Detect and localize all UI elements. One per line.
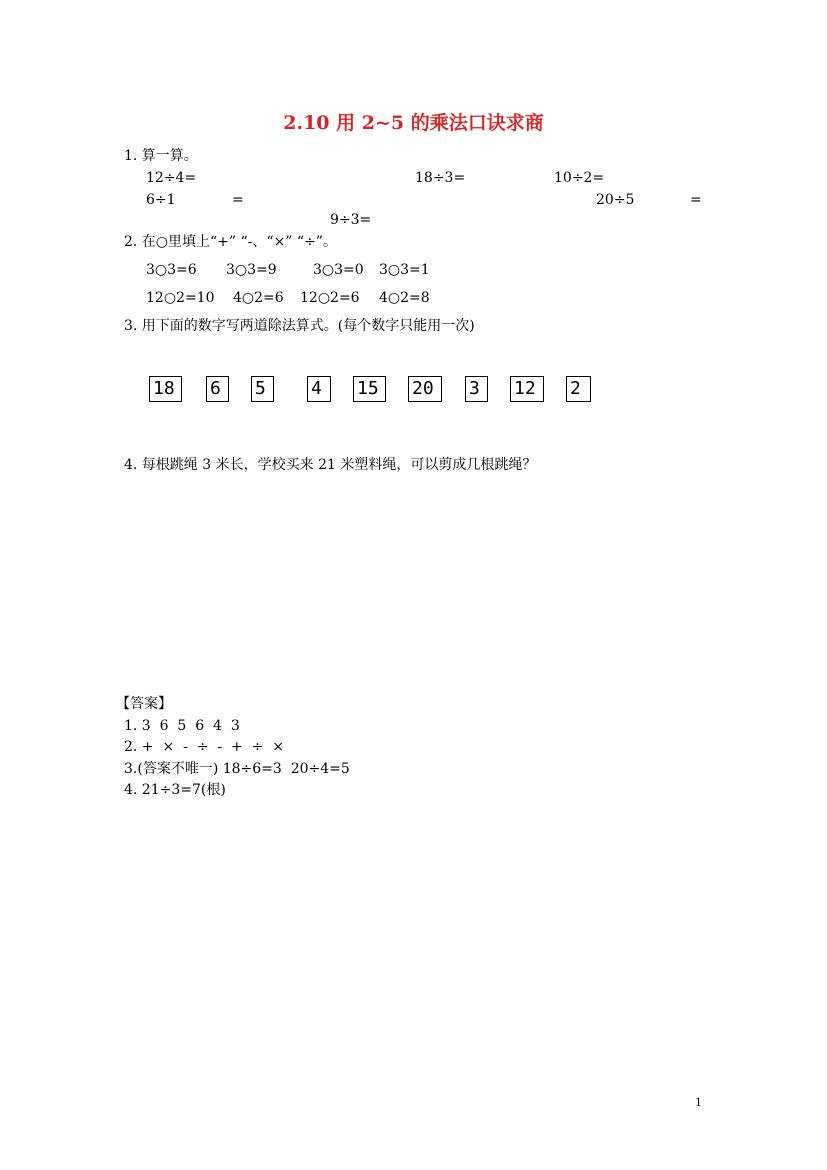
q1-expr-6: 9÷3= [330, 212, 372, 228]
q2-item-3: 3○3=0 [313, 262, 364, 278]
q1-expr-2: 18÷3= [415, 170, 466, 186]
answer-line-2: 2. + × - ÷ - + ÷ × [124, 739, 284, 755]
q2-item-1: 3○3=6 [146, 262, 197, 278]
number-box-6: 6 [206, 376, 229, 402]
answer-line-3: 3.(答案不唯一) 18÷6=3 20÷4=5 [124, 761, 350, 777]
number-box-18: 18 [149, 376, 182, 402]
q1-heading: 1. 算一算。 [124, 148, 198, 164]
q2-item-4: 3○3=1 [379, 262, 430, 278]
answers-heading: 【答案】 [116, 696, 172, 712]
answer-line-4: 4. 21÷3=7(根) [124, 782, 226, 798]
q1-expr-4: 6÷1 [146, 192, 176, 208]
q2-item-7: 12○2=6 [300, 290, 360, 306]
page-title: 2.10 用 2~5 的乘法口诀求商 [283, 112, 544, 134]
number-box-2: 2 [566, 376, 591, 402]
number-box-12: 12 [510, 376, 544, 402]
q2-item-2: 3○3=9 [226, 262, 277, 278]
number-box-15: 15 [353, 376, 386, 402]
q1-expr-4-equals: = [232, 192, 244, 208]
number-box-20: 20 [408, 376, 442, 402]
q1-expr-1: 12÷4= [146, 170, 197, 186]
q2-item-6: 4○2=6 [233, 290, 284, 306]
q2-item-5: 12○2=10 [146, 290, 215, 306]
q2-heading: 2. 在○里填上“+” “-、“×” “÷”。 [124, 234, 337, 250]
number-box-5: 5 [251, 376, 274, 402]
q1-expr-3: 10÷2= [554, 170, 605, 186]
q4-heading: 4. 每根跳绳 3 米长，学校买来 21 米塑料绳，可以剪成几根跳绳？ [124, 457, 537, 473]
q1-expr-5-equals: = [690, 192, 702, 208]
q2-item-8: 4○2=8 [379, 290, 430, 306]
page-number: 1 [695, 1096, 702, 1109]
answer-line-1: 1. 3 6 5 6 4 3 [124, 718, 240, 734]
q1-expr-5: 20÷5 [596, 192, 635, 208]
number-box-4: 4 [307, 376, 331, 402]
q3-heading: 3. 用下面的数字写两道除法算式。(每个数字只能用一次) [124, 318, 475, 334]
number-box-3: 3 [465, 376, 488, 402]
